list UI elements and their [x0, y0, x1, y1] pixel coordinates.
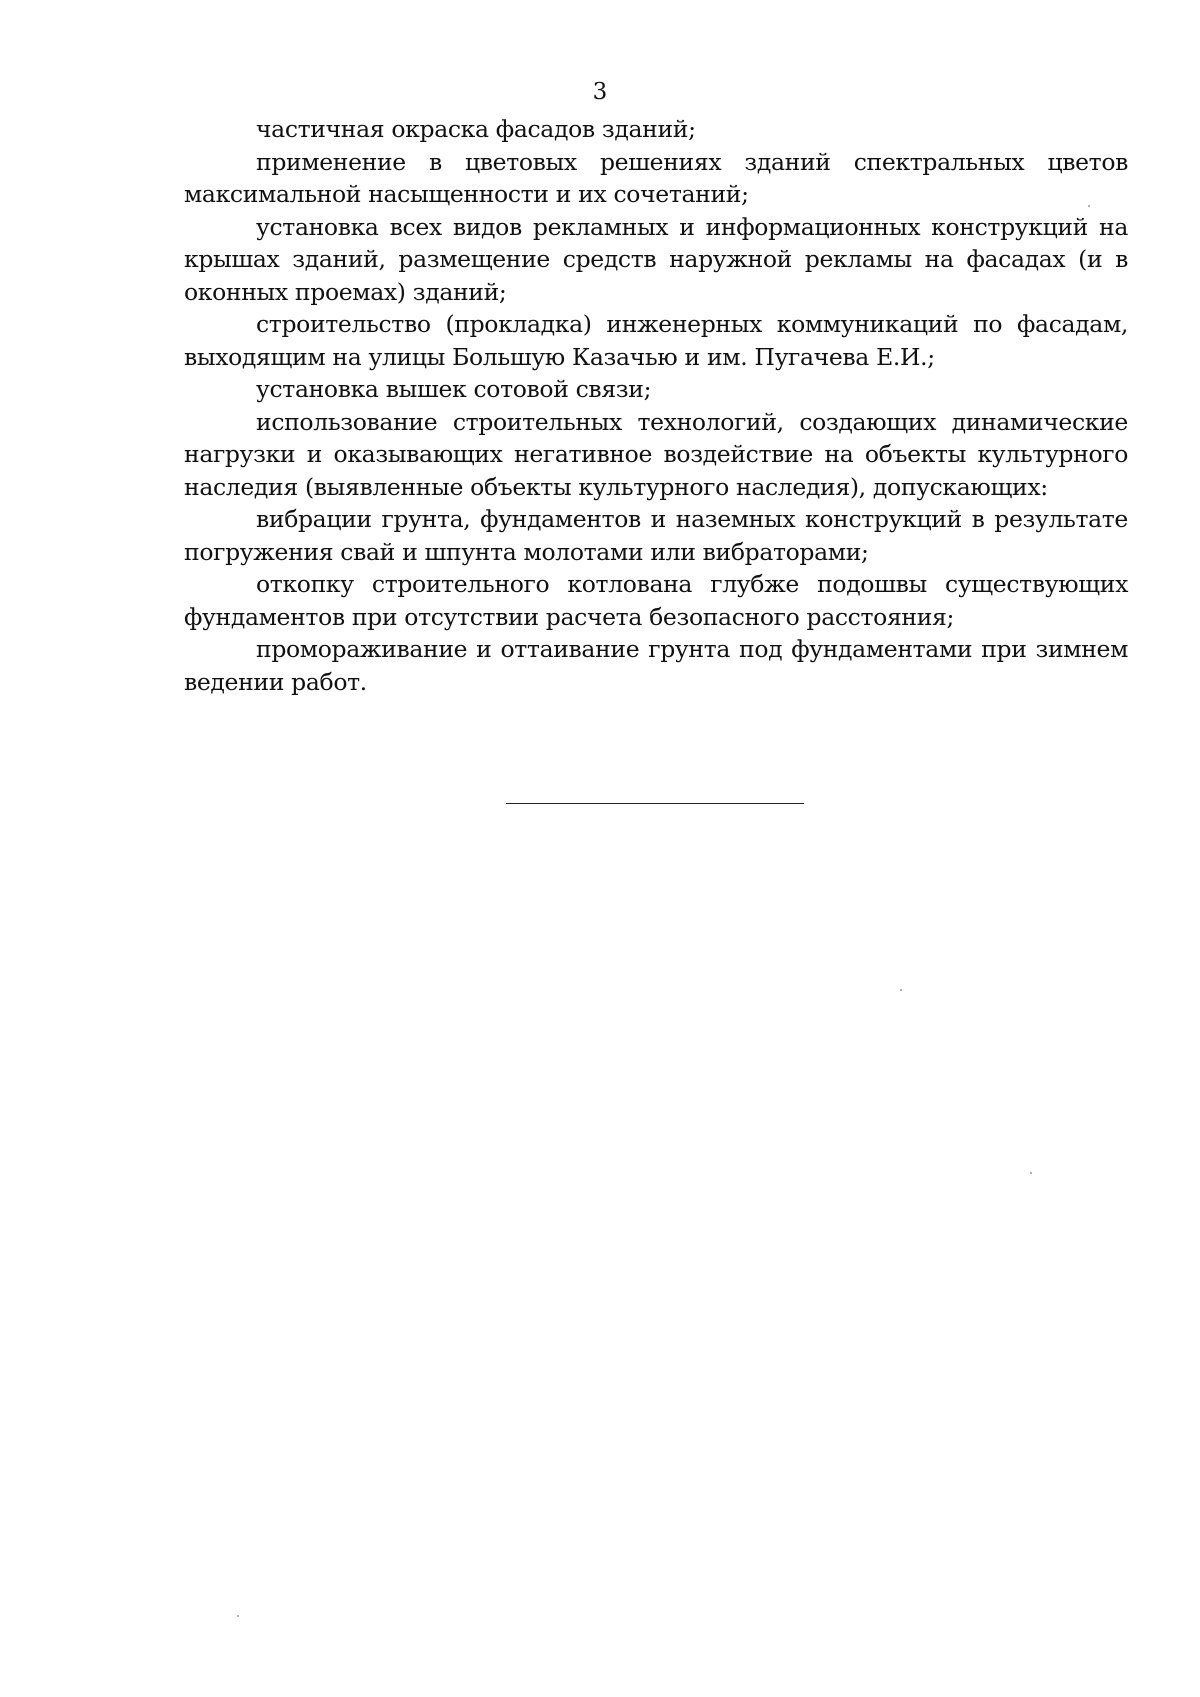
- list-item: применение в цветовых решениях зданий спектральных цветов максимальной насыщенности и их сочетаний;: [184, 147, 1128, 208]
- list-item: промораживание и оттаивание грунта под фундаментами при зимнем ведении работ.: [184, 635, 1128, 696]
- list-item: откопку строительного котлована глубже подошвы существующих фундаментов при отсутствии расчета безопасного расстояния;: [184, 570, 1128, 631]
- list-item: вибрации грунта, фундаментов и наземных конструкций в результате погружения свай и шпунта молотами или вибраторами;: [184, 505, 1128, 566]
- list-item: установка вышек сотовой связи;: [256, 375, 652, 403]
- page-number: 3: [592, 79, 608, 105]
- scan-speck: [1088, 205, 1090, 207]
- end-of-text-rule: [506, 803, 804, 804]
- list-item: установка всех видов рекламных и информационных конструкций на крышах зданий, размещение средств наружной рекламы на фасадах (и в оконных проемах) зданий;: [184, 212, 1128, 306]
- scan-speck: [900, 989, 902, 991]
- document-body: [184, 113, 1128, 698]
- list-item: использование строительных технологий, создающих динамические нагрузки и оказывающих негативное воздействие на объекты культурного наследия (выявленные объекты культурного наследия), допускающих:: [184, 407, 1128, 501]
- list-item: строительство (прокладка) инженерных коммуникаций по фасадам, выходящим на улицы Большую Казачью и им. Пугачева Е.И.;: [184, 310, 1128, 371]
- list-item: частичная окраска фасадов зданий;: [256, 115, 696, 143]
- scan-speck: [1030, 1172, 1032, 1174]
- scan-speck: [237, 1615, 239, 1617]
